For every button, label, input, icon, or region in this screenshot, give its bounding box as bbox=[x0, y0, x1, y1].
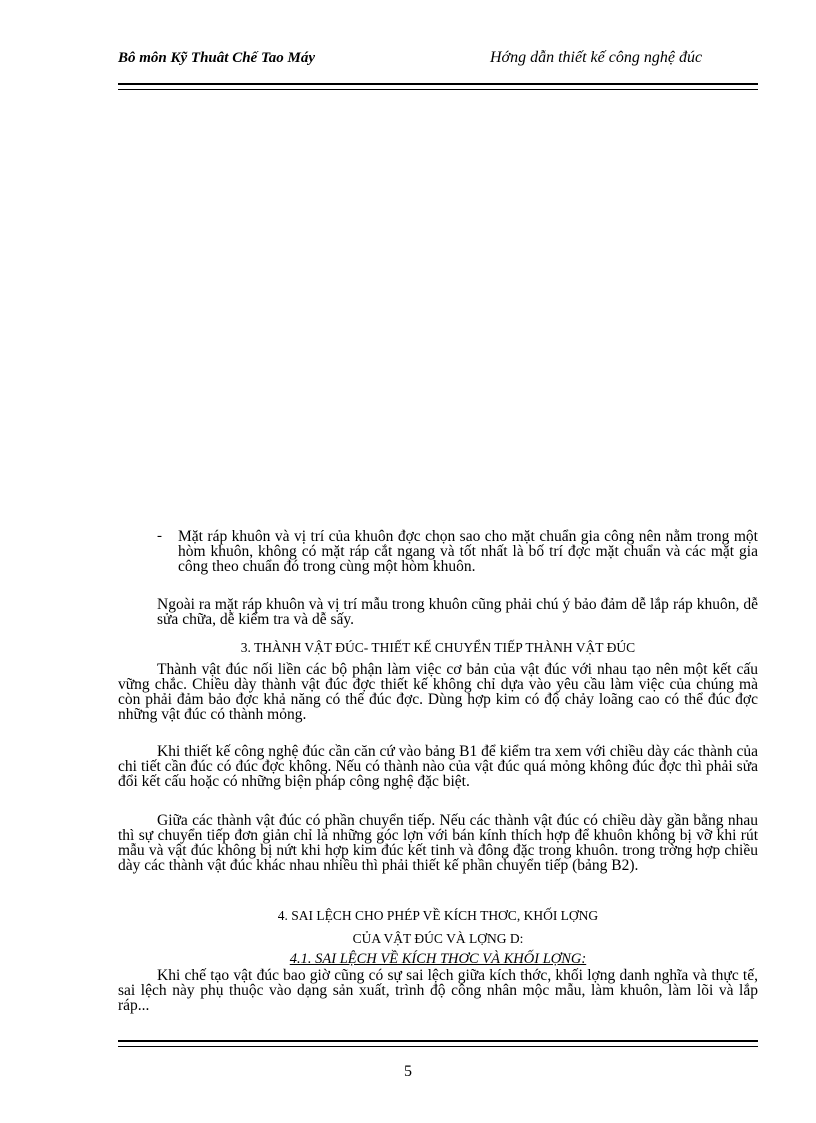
paragraph-3: Khi thiết kế công nghệ đúc cần căn cứ vào bảng B1 để kiểm tra xem với chiều dày các thành của chi tiết cần đúc có đúc đợc không. Nếu có thành nào của vật đúc quá mỏng không đúc đợc thì phải sửa đổi kết cấu hoặc có những biện pháp công nghệ đặc biệt. bbox=[118, 743, 758, 790]
paragraph-2: Thành vật đúc nối liền các bộ phận làm việc cơ bản của vật đúc với nhau tạo nên một kết cấu vững chắc. Chiều dày thành vật đúc đợc thiết kế không chỉ dựa vào yêu cầu làm việc của chúng mà còn phải đảm bảo đợc khả năng có thể đúc đợc. Dùng hợp kim có độ chảy loãng cao có thể đúc đợc những vật đúc có thành mỏng. bbox=[118, 661, 758, 723]
header-document-title: Hớng dẫn thiết kế công nghệ đúc bbox=[490, 49, 703, 66]
header-department: Bô môn Kỹ Thuât Chế Tao Máy bbox=[118, 50, 315, 66]
bullet-paragraph: Mặt ráp khuôn và vị trí của khuôn đợc chọn sao cho mặt chuẩn gia công nên nằm trong một hòm khuôn, không có mặt ráp cắt ngang và tốt nhất là bố trí đợc mặt chuẩn và các mặt gia công theo chuẩn đó trong cùng một hòm khuôn. bbox=[178, 528, 758, 575]
paragraph-4: Giữa các thành vật đúc có phần chuyển tiếp. Nếu các thành vật đúc có chiều dày gần bằng nhau thì sự chuyển tiếp đơn giản chỉ là những góc lợn với bán kính thích hợp để khuôn không bị vỡ khi rút mẫu và vật đúc không bị nứt khi hợp kim đúc kết tinh và đông đặc trong khuôn. trong trờng hợp chiều dày các thành vật đúc khác nhau nhiều thì phải thiết kế phần chuyển tiếp (bảng B2). bbox=[118, 812, 758, 874]
section-3-heading: 3. THÀNH VẬT ĐÚC- THIẾT KẾ CHUYỂN TIẾP THÀNH VẬT ĐÚC bbox=[240, 640, 636, 655]
bullet-dash: - bbox=[157, 528, 162, 544]
page-number: 5 bbox=[404, 1063, 412, 1080]
paragraph-1: Ngoài ra mặt ráp khuôn và vị trí mẫu trong khuôn cũng phải chú ý bảo đảm dễ lắp ráp khuôn, dễ sửa chữa, dễ kiểm tra và dễ sấy. bbox=[157, 596, 758, 628]
paragraph-5: Khi chế tạo vật đúc bao giờ cũng có sự sai lệch giữa kích thớc, khối lợng danh nghĩa và thực tế, sai lệch này phụ thuộc vào dạng sản xuất, trình độ công nhân mộc mẫu, làm khuôn, làm lõi và lắp ráp... bbox=[118, 967, 758, 1014]
subsection-4-1-heading: 4.1. SAI LỆCH VỀ KÍCH THƠC VÀ KHỐI LỢNG: bbox=[289, 951, 587, 967]
section-4-heading-line-2: CỦA VẬT ĐÚC VÀ LỢNG D: bbox=[352, 931, 524, 946]
footer-rule bbox=[118, 1040, 758, 1047]
section-4-heading-line-1: 4. SAI LỆCH CHO PHÉP VỀ KÍCH THƠC, KHỐI LỢNG bbox=[277, 908, 599, 923]
